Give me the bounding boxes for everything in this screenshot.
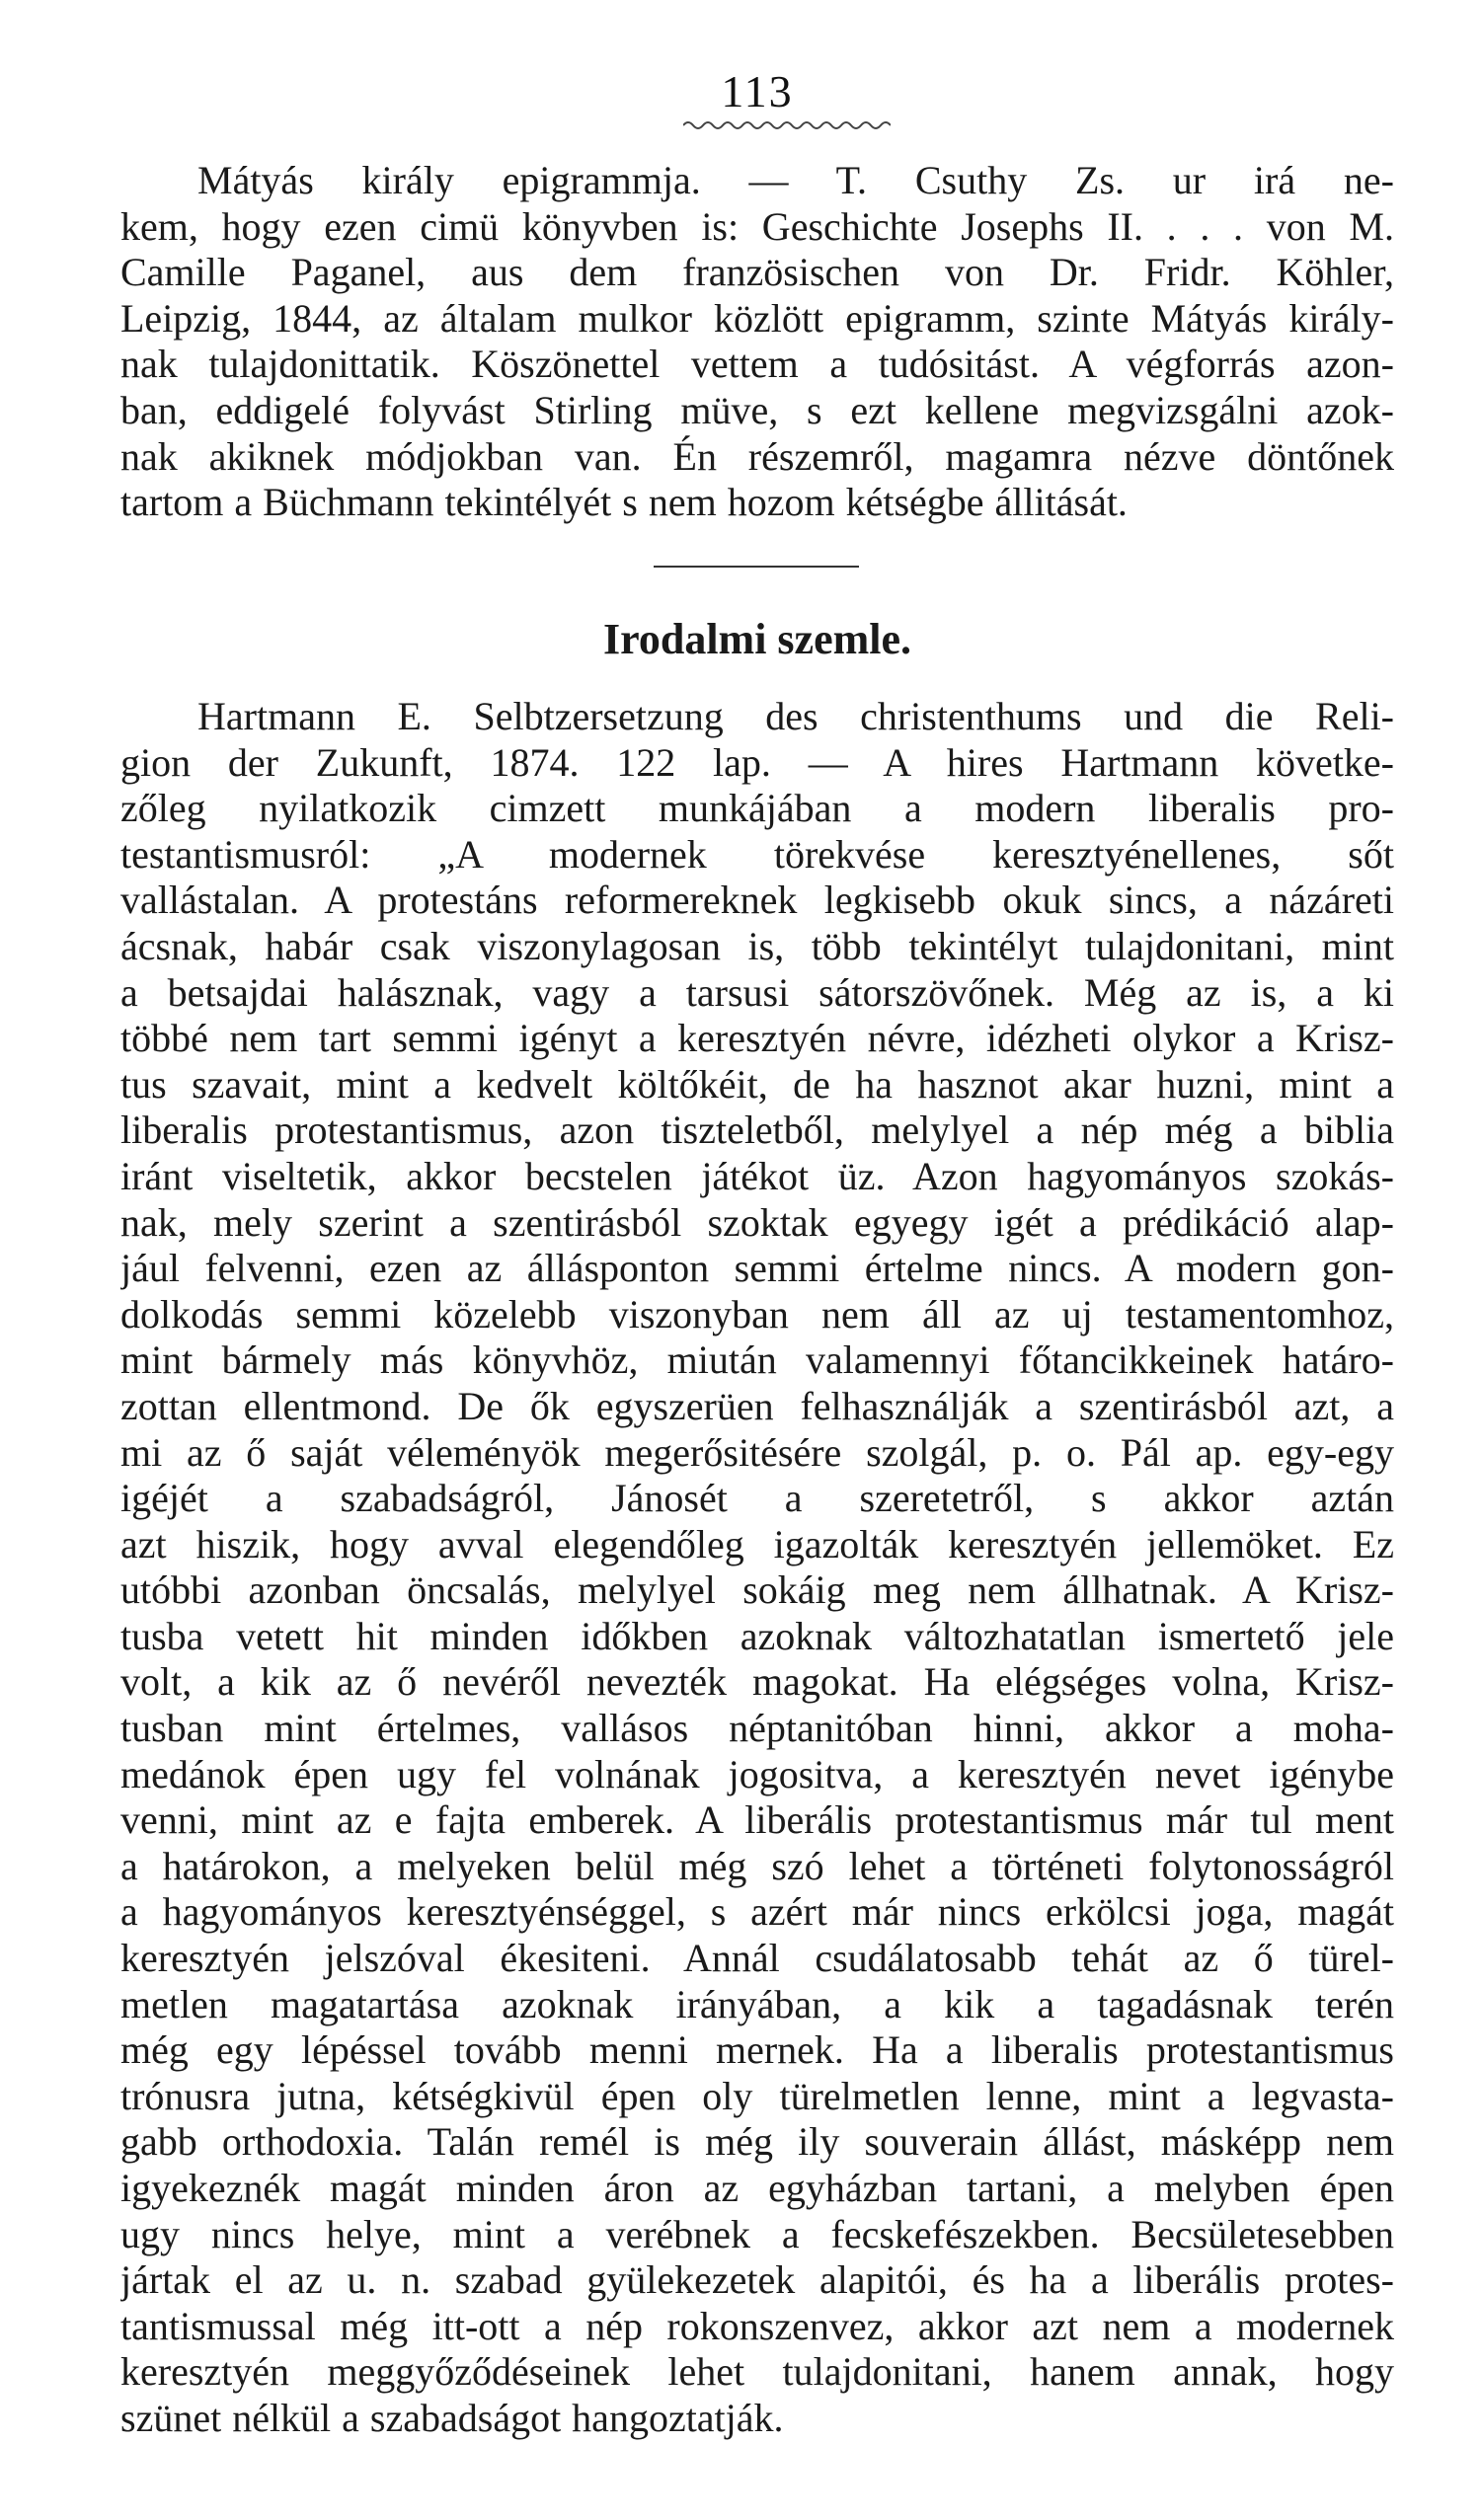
text-line: utóbbi azonban öncsalás, melylyel sokáig meg nem állhatnak. A Krisz-: [120, 1567, 1394, 1613]
text-line: Camille Paganel, aus dem französischen von Dr. Fridr. Köhler,: [120, 250, 1394, 295]
text-line: ácsnak, habár csak viszonylagosan is, több tekintélyt tulajdonitani, mint: [120, 923, 1394, 968]
text-line: többé nem tart semmi igényt a keresztyén névre, idézheti olykor a Krisz-: [120, 1016, 1394, 1061]
text-line: a határokon, a melyeken belül még szó lehet a történeti folytonosságról: [120, 1843, 1394, 1888]
text-line: volt, a kik az ő nevéről nevezték magokat. Ha elégséges volna, Krisz-: [120, 1659, 1394, 1705]
text-line: zottan ellentmond. De ők egyszerüen felhasználják a szentirásból azt, a: [120, 1383, 1394, 1428]
text-line: Mátyás király epigrammja. — T. Csuthy Zs. ur irá ne-: [197, 158, 1394, 202]
text-line: venni, mint az e fajta emberek. A liberális protestantismus már tul ment: [120, 1797, 1394, 1843]
text-line: kem, hogy ezen cimü könyvben is: Geschichte Josephs II. . . . von M.: [120, 203, 1394, 249]
text-line: vallástalan. A protestáns reformereknek legkisebb okuk sincs, a názáreti: [120, 878, 1394, 923]
text-line: dolkodás semmi közelebb viszonyban nem áll az uj testamentomhoz,: [120, 1291, 1394, 1336]
text-line: medánok épen ugy fel volnának jogositva, a keresztyén nevet igénybe: [120, 1751, 1394, 1796]
text-line: nak akiknek módjokban van. Én részemről, magamra nézve döntőnek: [120, 433, 1394, 479]
text-line: tus szavait, mint a kedvelt költőkéit, de ha hasznot akar huzni, mint a: [120, 1061, 1394, 1107]
text-line: szünet nélkül a szabadságot hangoztatják.: [120, 2395, 784, 2440]
text-line: igyekeznék magát minden áron az egyházban tartani, a melyben épen: [120, 2166, 1394, 2210]
text-line: mint bármely más könyvhöz, miután valamennyi főtancikkeinek határo-: [120, 1337, 1394, 1383]
text-line: tusban mint értelmes, vallásos néptanitóban hinni, akkor a moha-: [120, 1706, 1394, 1751]
text-line: ban, eddigelé folyvást Stirling müve, s ezt kellene megvizsgálni azok-: [120, 387, 1394, 432]
text-line: trónusra jutna, kétségkivül épen oly türelmetlen lenne, mint a legvasta-: [120, 2073, 1394, 2118]
text-line: ugy nincs helye, mint a verébnek a fecskefészekben. Becsületesebben: [120, 2211, 1394, 2256]
text-line: Hartmann E. Selbtzersetzung des christenthums und die Reli-: [197, 694, 1394, 738]
section-divider: [654, 566, 859, 568]
paragraph-epigram-note: [120, 158, 1394, 526]
text-line: gion der Zukunft, 1874. 122 lap. — A hires Hartmann követke-: [120, 739, 1394, 785]
section-title: Irodalmi szemle.: [602, 615, 912, 663]
text-line: iránt viseltetik, akkor becstelen játékot üz. Azon hagyományos szokás-: [120, 1153, 1394, 1198]
text-line: azt hiszik, hogy avval elegendőleg igazolták keresztyén jellemöket. Ez: [120, 1521, 1394, 1566]
text-line: a hagyományos keresztyénséggel, s azért már nincs erkölcsi joga, magát: [120, 1889, 1394, 1935]
text-line: tartom a Büchmann tekintélyét s nem hozom kétségbe állitását.: [120, 480, 1128, 525]
text-line: tantismussal még itt-ott a nép rokonszenvez, akkor azt nem a modernek: [120, 2303, 1394, 2348]
text-line: zőleg nyilatkozik cimzett munkájában a modern liberalis pro-: [120, 786, 1394, 831]
paragraph-review: [120, 694, 1394, 2442]
text-line: a betsajdai halásznak, vagy a tarsusi sátorszövőnek. Még az is, a ki: [120, 969, 1394, 1015]
text-line: tusba vetett hit minden időkben azoknak változhatatlan ismertető jele: [120, 1613, 1394, 1658]
text-line: jául felvenni, ezen az állásponton semmi értelme nincs. A modern gon-: [120, 1246, 1394, 1291]
text-line: nak, mely szerint a szentirásból szoktak egyegy igét a prédikáció alap-: [120, 1199, 1394, 1245]
text-line: metlen magatartása azoknak irányában, a kik a tagadásnak terén: [120, 1981, 1394, 2026]
text-line: nak tulajdonittatik. Köszönettel vettem a tudósitást. A végforrás azon-: [120, 342, 1394, 387]
text-line: keresztyén jelszóval ékesiteni. Annál csudálatosabb tehát az ő türel-: [120, 1936, 1394, 1981]
text-line: jártak el az u. n. szabad gyülekezetek alapitói, és ha a liberális protes-: [120, 2257, 1394, 2303]
ornament-wavy-rule: [683, 118, 891, 132]
text-line: gabb orthodoxia. Talán remél is még ily souverain állást, másképp nem: [120, 2119, 1394, 2165]
text-line: liberalis protestantismus, azon tiszteletből, melylyel a nép még a biblia: [120, 1107, 1394, 1153]
text-line: még egy lépéssel tovább menni mernek. Ha a liberalis protestantismus: [120, 2027, 1394, 2073]
page-number: 113: [721, 66, 794, 116]
text-line: keresztyén meggyőződéseinek lehet tulajdonitani, hanem annak, hogy: [120, 2349, 1394, 2395]
text-line: testantismusról: „A modernek törekvése keresztyénellenes, sőt: [120, 831, 1394, 877]
text-line: igéjét a szabadságról, Jánosét a szeretetről, s akkor aztán: [120, 1476, 1394, 1521]
text-line: mi az ő saját véleményök megerősitésére szolgál, p. o. Pál ap. egy-egy: [120, 1429, 1394, 1475]
text-line: Leipzig, 1844, az általam mulkor közlött epigramm, szinte Mátyás király-: [120, 295, 1394, 341]
